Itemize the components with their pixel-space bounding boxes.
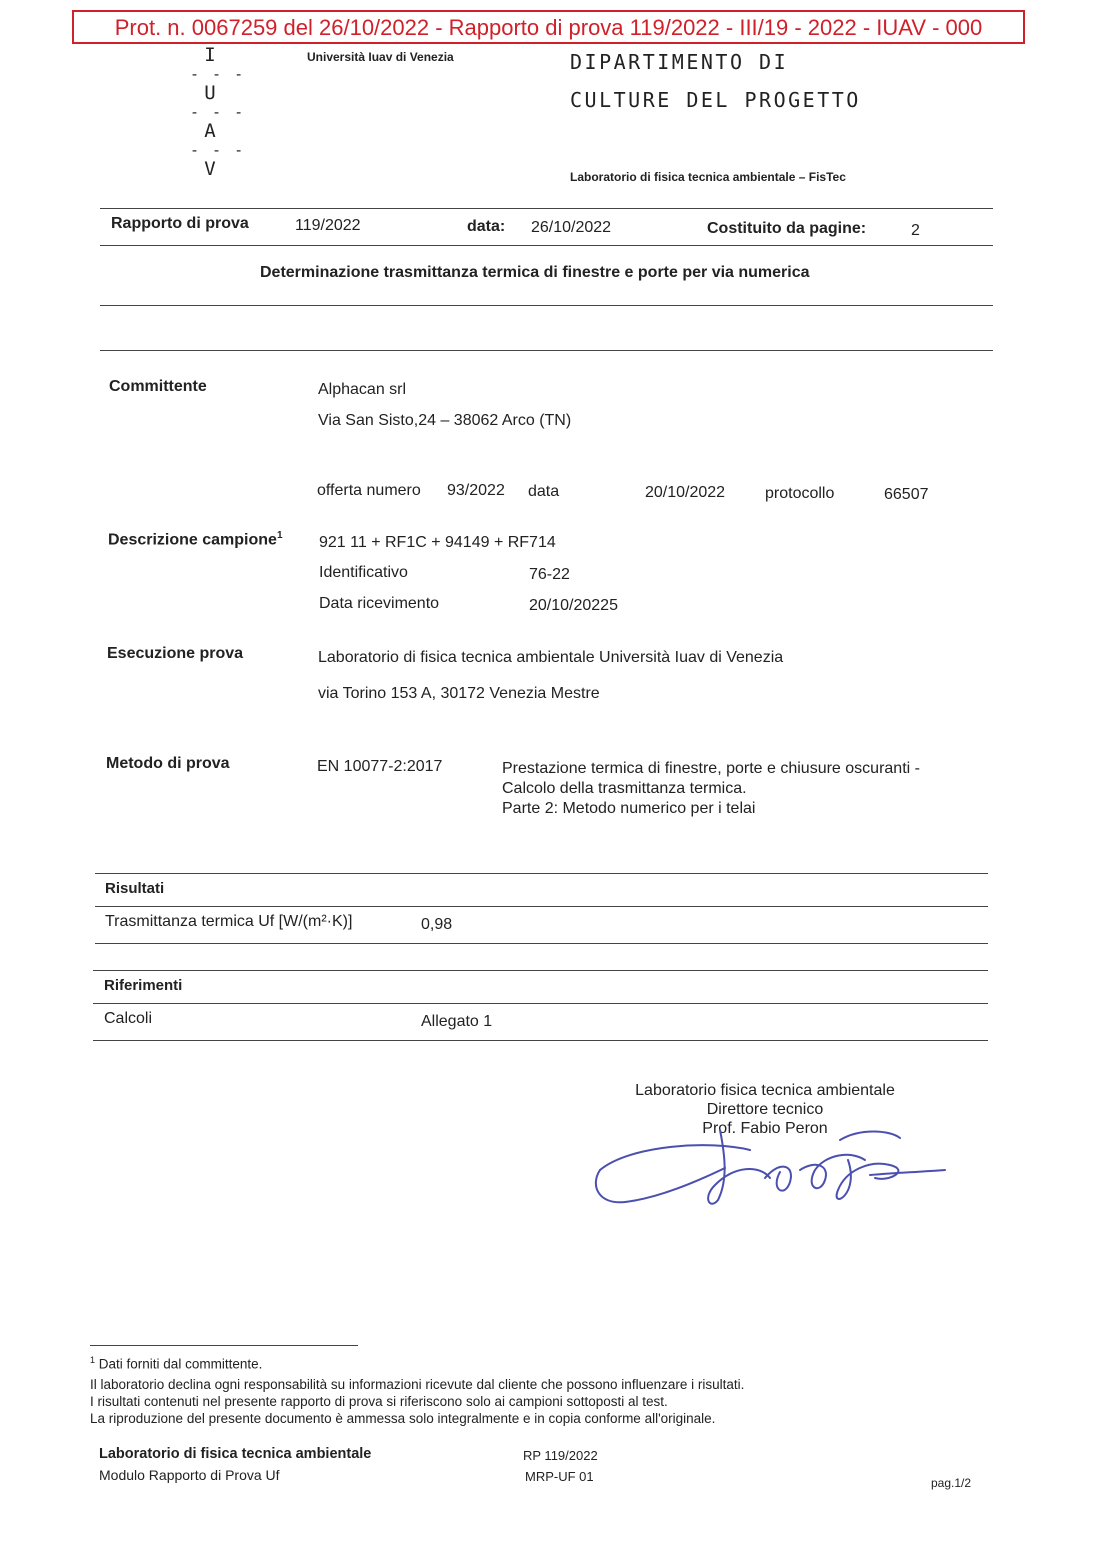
logo-letter-u: U [204,82,216,104]
report-title: Determinazione trasmittanza termica di finestre e porte per via numerica [260,264,810,281]
offer-date: 20/10/2022 [645,484,726,501]
report-number: 119/2022 [295,217,361,234]
signature-line-1: Laboratorio fisica tecnica ambientale [635,1082,895,1099]
signature-line-2: Direttore tecnico [706,1101,824,1118]
sample-received: 20/10/20225 [529,597,618,614]
method-desc-2: Calcolo della trasmittanza termica. [502,780,747,797]
divider [100,245,993,246]
sample-received-label: Data ricevimento [319,595,440,612]
footnote-mark: 1 [90,1355,96,1365]
footnote-divider [90,1345,358,1346]
footnote-2: Il laboratorio declina ogni responsabilità su informazioni ricevute dal cliente che possono influenzare i risultati. [90,1377,745,1392]
results-item-value: 0,98 [421,916,453,933]
results-item-label: Trasmittanza termica Uf [W/(m²·K)] [105,913,353,930]
protocol-label: protocollo [765,485,835,502]
protocol-banner: Prot. n. 0067259 del 26/10/2022 - Rapporto di prova 119/2022 - III/19 - 2022 - IUAV - 000 [72,10,1025,44]
sample-label-text: Descrizione campione [108,531,277,549]
divider [93,1040,988,1041]
logo-letter-i: I [204,44,216,66]
footer-module: Modulo Rapporto di Prova Uf [99,1467,280,1483]
footnote-1-text: Dati forniti dal committente. [98,1356,263,1372]
client-label: Committente [109,378,207,395]
logo-divider: ‑ ‑ ‑ [190,65,246,83]
divider [95,906,988,907]
footer-mrp: MRP-UF 01 [525,1469,594,1484]
references-item-label: Calcoli [104,1010,153,1027]
references-item-value: Allegato 1 [421,1013,493,1030]
logo-letter-a: A [204,120,216,142]
report-label: Rapporto di prova [111,215,249,232]
sample-label [108,530,283,549]
university-name: Università Iuav di Venezia [307,50,454,64]
method-label: Metodo di prova [106,755,230,772]
divider [95,873,988,874]
logo-divider: ‑ ‑ ‑ [190,141,246,159]
references-label: Riferimenti [104,977,183,994]
report-date-label: data: [467,218,506,235]
lab-heading: Laboratorio di fisica tecnica ambientale – FisTec [570,170,846,184]
sample-id-label: Identificativo [319,564,408,581]
results-label: Risultati [105,880,165,897]
logo-letter-v: V [204,158,216,180]
client-name: Alphacan srl [318,381,407,398]
divider [95,943,988,944]
divider [93,1003,988,1004]
page-number: pag.1/2 [931,1476,972,1490]
client-address: Via San Sisto,24 – 38062 Arco (TN) [318,412,572,429]
report-pages-label: Costituito da pagine: [707,220,867,237]
execution-label: Esecuzione prova [107,645,244,662]
iuav-logo [190,44,246,180]
signature-line-3: Prof. Fabio Peron [702,1120,828,1137]
divider [100,350,993,351]
footnote-mark: 1 [276,530,283,541]
offer-label: offerta numero [317,482,421,499]
method-standard: EN 10077-2:2017 [317,758,443,775]
report-date: 26/10/2022 [531,219,612,236]
department-line-1: DIPARTIMENTO DI [570,50,789,74]
handwritten-signature [590,1110,960,1220]
footer-lab: Laboratorio di fisica tecnica ambientale [99,1446,372,1462]
divider [100,208,993,209]
divider [93,970,988,971]
offer-number: 93/2022 [447,482,505,499]
offer-date-label: data [528,483,560,500]
execution-line-1: Laboratorio di fisica tecnica ambientale Università Iuav di Venezia [318,649,784,666]
report-pages: 2 [911,222,920,239]
sample-description: 921 11 + RF1C + 94149 + RF714 [319,534,556,551]
footer-rp: RP 119/2022 [523,1448,598,1463]
sample-id: 76-22 [529,566,570,583]
footnote-4: La riproduzione del presente documento è ammessa solo integralmente e in copia conforme all'originale. [90,1411,716,1426]
method-desc-1: Prestazione termica di finestre, porte e chiusure oscuranti - [502,760,920,777]
footnote-3: I risultati contenuti nel presente rapporto di prova si riferiscono solo ai campioni sottoposti al test. [90,1394,668,1409]
divider [100,305,993,306]
protocol-number: 66507 [884,486,929,503]
method-desc-3: Parte 2: Metodo numerico per i telai [502,800,756,817]
logo-divider: ‑ ‑ ‑ [190,103,246,121]
department-line-2: CULTURE DEL PROGETTO [570,88,861,112]
execution-line-2: via Torino 153 A, 30172 Venezia Mestre [318,685,600,702]
footnote-1 [90,1355,262,1372]
